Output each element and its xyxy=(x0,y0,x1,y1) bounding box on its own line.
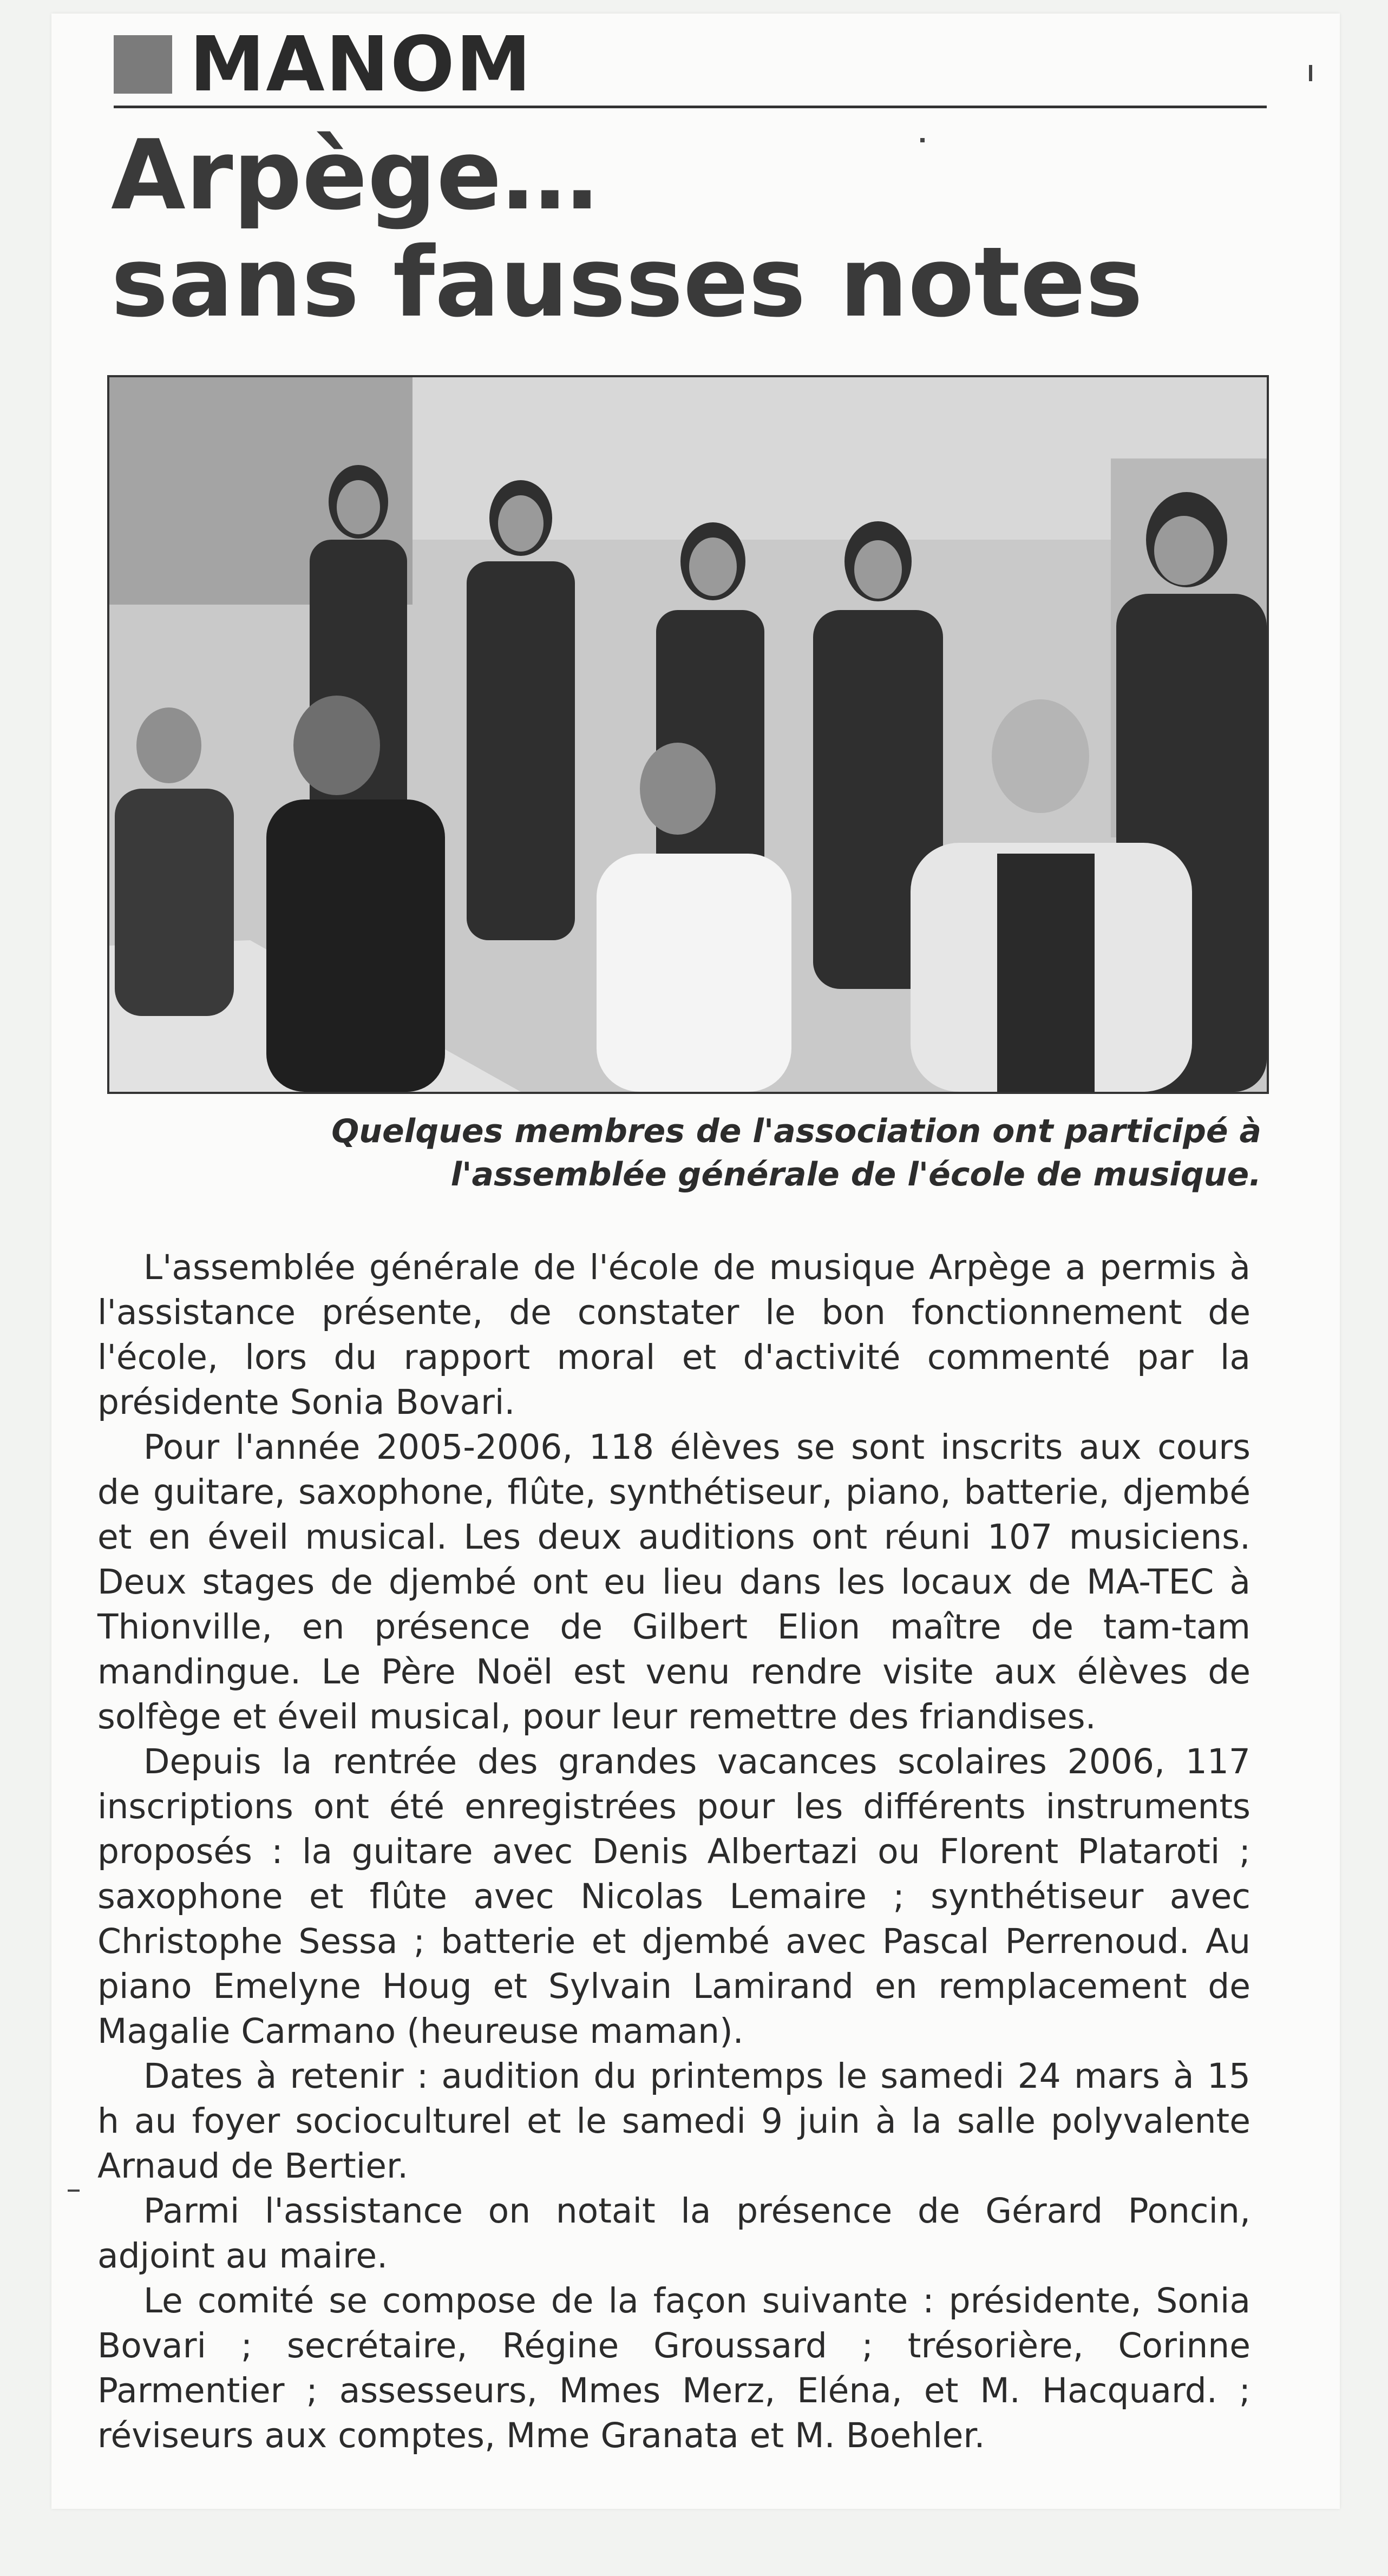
paragraph: Dates à retenir : audition du printemps le samedi 24 mars à 15 h au foyer socioculturel et le samedi 9 juin à la salle polyvalente Arnaud de Bertier. xyxy=(97,2056,1250,2186)
paragraph: Parmi l'assistance on notait la présence de Gérard Poncin, adjoint au maire. xyxy=(97,2191,1250,2276)
photo-caption: Quelques membres de l'association ont participé à l'assemblée générale de l'école de musique. xyxy=(331,1112,1261,1194)
section-name: MANOM xyxy=(189,21,533,109)
paragraph: Pour l'année 2005-2006, 118 élèves se sont inscrits aux cours de guitare, saxophone, flûte, synthétiseur, piano, batterie, djembé et en éveil musical. Les deux auditions ont réuni 107 musiciens. Deux stages de djembé ont eu lieu dans les locaux de MA-TEC à Thionville, en présence de Gilbert Elion maître de tam-tam mandingue. Le Père Noël est venu rendre visite aux élèves de solfège et éveil musical, pour leur remettre des friandises. xyxy=(97,1427,1250,1736)
article-body xyxy=(97,1245,1250,2458)
group-photo-icon xyxy=(109,377,1267,1092)
section-header xyxy=(114,21,1267,109)
paragraph: Le comité se compose de la façon suivante : présidente, Sonia Bovari ; secrétaire, Régine Groussard ; trésorière, Corinne Parmentier ; assesseurs, Mmes Merz, Eléna, et M. Hacquard. ; réviseurs aux comptes, Mme Granata et M. Boehler. xyxy=(97,2281,1250,2455)
section-marker-icon xyxy=(114,35,172,94)
headline-line-2: sans fausses notes xyxy=(111,226,1143,338)
group-photo xyxy=(107,375,1269,1094)
scan-speck xyxy=(1309,65,1312,81)
headline xyxy=(111,119,1269,338)
scan-speck xyxy=(920,138,925,142)
paragraph: L'assemblée générale de l'école de musique Arpège a permis à l'assistance présente, de constater le bon fonctionnement de l'école, lors du rapport moral et d'activité commenté par la présidente Sonia Bovari. xyxy=(97,1248,1250,1422)
paragraph: Depuis la rentrée des grandes vacances scolaires 2006, 117 inscriptions ont été enregistrées pour les différents instruments proposés : la guitare avec Denis Albertazi ou Florent Plataroti ; saxophone et flûte avec Nicolas Lemaire ; synthétiseur avec Christophe Sessa ; batterie et djembé avec Pascal Perrenoud. Au piano Emelyne Houg et Sylvain Lamirand en remplacement de Magalie Carmano (heureuse maman). xyxy=(97,1742,1250,2051)
headline-line-1: Arpège… xyxy=(111,119,598,231)
scan-speck xyxy=(68,2190,80,2192)
